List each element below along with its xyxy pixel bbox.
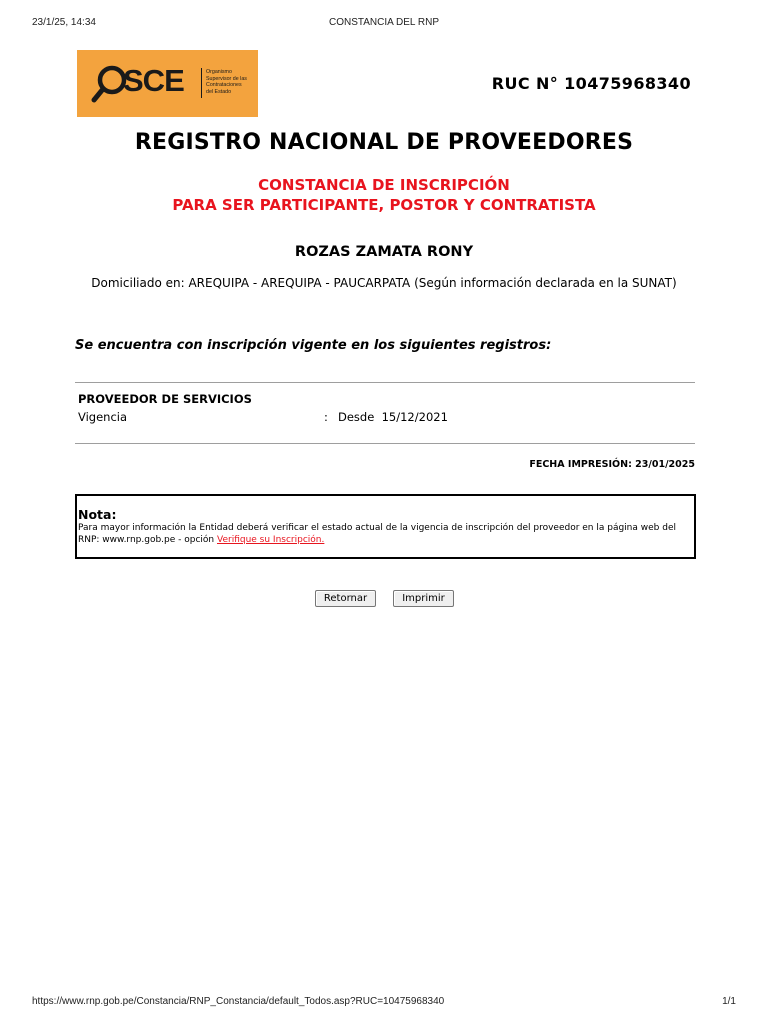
logo-separator bbox=[201, 68, 202, 98]
print-page-title: CONSTANCIA DEL RNP bbox=[328, 17, 440, 28]
divider-bottom bbox=[75, 443, 695, 444]
print-timestamp: 23/1/25, 14:34 bbox=[32, 17, 96, 28]
vigencia-label: Vigencia bbox=[78, 410, 128, 424]
logo-wordmark: SCE bbox=[123, 63, 184, 98]
logo-subtitle bbox=[206, 69, 256, 95]
logo-subtitle-line: del Estado bbox=[206, 88, 232, 95]
page-title: REGISTRO NACIONAL DE PROVEEDORES bbox=[134, 130, 634, 155]
provider-address: Domiciliado en: AREQUIPA - AREQUIPA - PAUCARPATA (Según información declarada en la SUNAT) bbox=[91, 276, 677, 290]
page-url: https://www.rnp.gob.pe/Constancia/RNP_Constancia/default_Todos.asp?RUC=10475968340 bbox=[32, 996, 445, 1007]
magnifier-icon bbox=[91, 65, 127, 105]
note-title: Nota: bbox=[78, 507, 117, 522]
logo-subtitle-line: Organismo bbox=[206, 69, 232, 75]
vigencia-colon: : bbox=[324, 410, 328, 424]
logo-subtitle-line: Supervisor de las bbox=[206, 75, 247, 82]
note-text bbox=[78, 522, 690, 546]
note-body: Para mayor información la Entidad deberá verificar el estado actual de la vigencia de inscripción del proveedor en la página web del RNP: www.rnp.gob.pe - opción bbox=[78, 523, 676, 545]
logo-subtitle-line: Contrataciones bbox=[206, 82, 242, 89]
print-date: FECHA IMPRESIÓN: 23/01/2025 bbox=[529, 459, 695, 470]
print-header bbox=[32, 17, 736, 31]
registration-intro: Se encuentra con inscripción vigente en los siguientes registros: bbox=[75, 338, 552, 353]
ruc-number: RUC N° 10475968340 bbox=[491, 74, 691, 93]
print-button[interactable]: Imprimir bbox=[393, 590, 454, 607]
provider-name: ROZAS ZAMATA RONY bbox=[294, 244, 474, 260]
registry-title: PROVEEDOR DE SERVICIOS bbox=[78, 392, 252, 406]
osce-logo bbox=[77, 50, 258, 117]
certificate-subtitle-line2: PARA SER PARTICIPANTE, POSTOR Y CONTRATISTA bbox=[172, 196, 596, 214]
verify-inscription-link[interactable]: Verifique su Inscripción. bbox=[217, 535, 325, 545]
note-box bbox=[75, 494, 696, 559]
vigencia-value: Desde 15/12/2021 bbox=[338, 410, 448, 424]
certificate-subtitle-line1: CONSTANCIA DE INSCRIPCIÓN bbox=[258, 176, 510, 194]
divider-top bbox=[75, 382, 695, 383]
page-number: 1/1 bbox=[722, 996, 736, 1007]
return-button[interactable]: Retornar bbox=[315, 590, 376, 607]
print-footer bbox=[32, 996, 736, 1010]
